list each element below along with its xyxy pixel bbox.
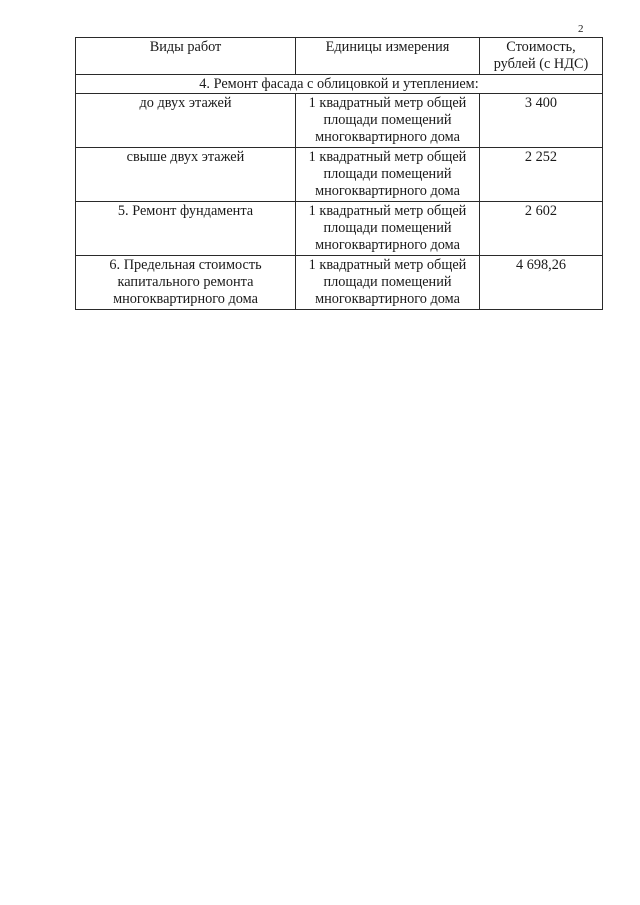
unit-line: многоквартирного дома <box>315 183 460 199</box>
unit-line: многоквартирного дома <box>315 129 460 145</box>
work-type-line: многоквартирного дома <box>113 291 258 307</box>
page-number: 2 <box>578 23 584 35</box>
header-cost-line: рублей (с НДС) <box>493 56 589 72</box>
unit-cell <box>296 256 480 310</box>
unit-line: площади помещений <box>323 274 452 290</box>
work-type-line: капитального ремонта <box>117 274 254 290</box>
table-row <box>76 94 603 148</box>
unit-cell <box>296 202 480 256</box>
section-title-facade: 4. Ремонт фасада с облицовкой и утеплением: <box>76 75 603 94</box>
section-row-facade <box>76 75 603 94</box>
unit-line: площади помещений <box>323 220 452 236</box>
work-type-line: до двух этажей <box>139 95 232 111</box>
unit-cell <box>296 94 480 148</box>
cost-value: 4 698,26 <box>515 257 567 273</box>
table-row <box>76 148 603 202</box>
cost-value: 2 252 <box>524 149 558 165</box>
cost-cell <box>480 94 603 148</box>
unit-line: площади помещений <box>323 166 452 182</box>
unit-cell <box>296 148 480 202</box>
header-unit-label: Единицы измерения <box>325 39 450 55</box>
unit-line: многоквартирного дома <box>315 291 460 307</box>
work-type-line: 5. Ремонт фундамента <box>117 203 254 219</box>
work-type-line: свыше двух этажей <box>126 149 245 165</box>
header-cost <box>480 38 603 75</box>
header-work-type-label: Виды работ <box>149 39 222 55</box>
unit-line: 1 квадратный метр общей <box>308 257 467 273</box>
work-type-cell <box>76 94 296 148</box>
work-type-line: 6. Предельная стоимость <box>109 257 262 273</box>
unit-line: 1 квадратный метр общей <box>308 149 467 165</box>
unit-line: многоквартирного дома <box>315 237 460 253</box>
cost-table <box>75 37 603 310</box>
unit-line: 1 квадратный метр общей <box>308 95 467 111</box>
table-row <box>76 202 603 256</box>
header-unit <box>296 38 480 75</box>
table-header-row <box>76 38 603 75</box>
cost-value: 3 400 <box>524 95 558 111</box>
table-row <box>76 256 603 310</box>
work-type-cell <box>76 256 296 310</box>
cost-cell <box>480 148 603 202</box>
cost-cell <box>480 202 603 256</box>
work-type-cell <box>76 202 296 256</box>
work-type-cell <box>76 148 296 202</box>
header-cost-line: Стоимость, <box>506 39 576 55</box>
cost-value: 2 602 <box>524 203 558 219</box>
header-work-type <box>76 38 296 75</box>
unit-line: площади помещений <box>323 112 452 128</box>
unit-line: 1 квадратный метр общей <box>308 203 467 219</box>
cost-cell <box>480 256 603 310</box>
